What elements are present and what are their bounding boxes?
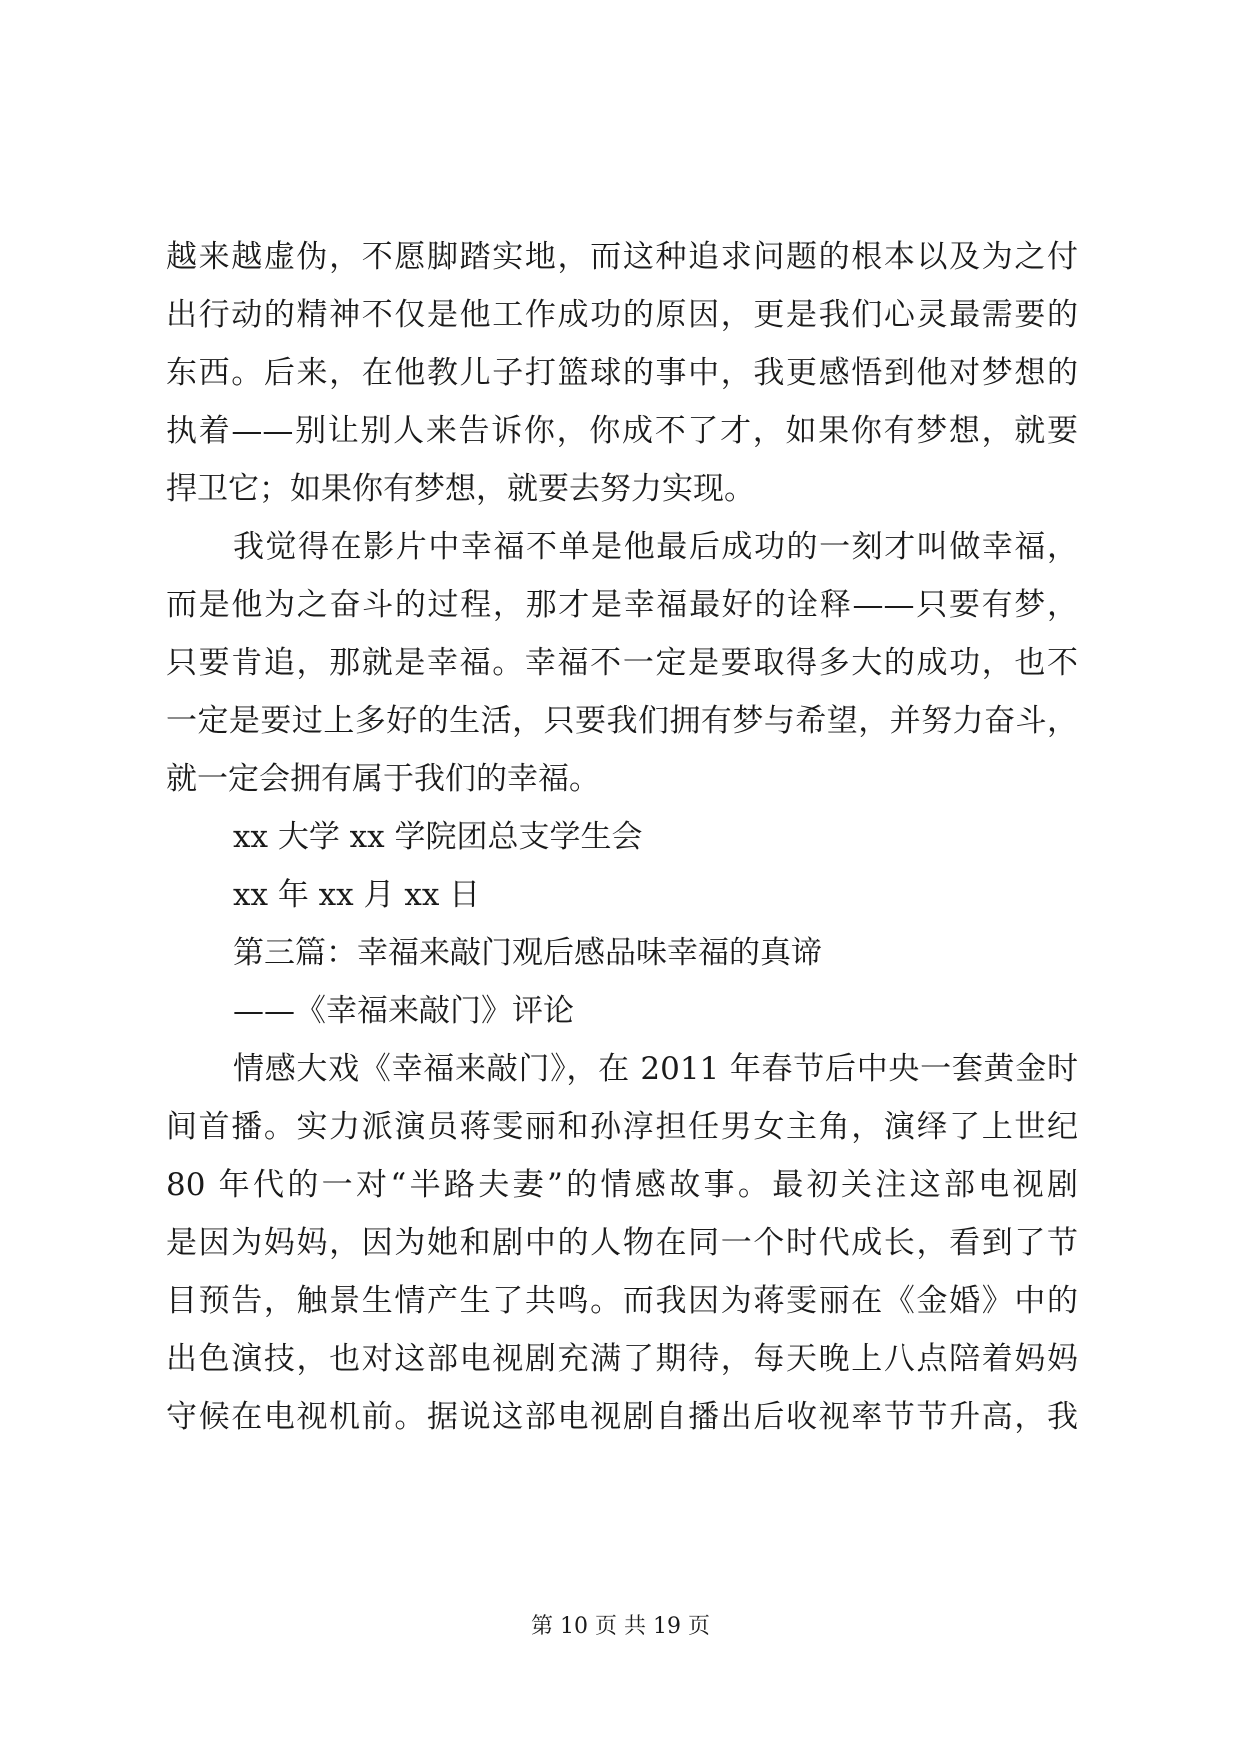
signature-date: xx 年 xx 月 xx 日 [233,877,481,913]
paragraph-line: 情感大戏《幸福来敲门》，在 2011 年春节后中央一套黄金时 [233,1051,1078,1087]
page-footer: 第 10 页 共 19 页 [531,1614,710,1639]
paragraph-line: 出色演技，也对这部电视剧充满了期待，每天晚上八点陪着妈妈 [166,1341,1078,1377]
paragraph-line: 执着——别让别人来告诉你，你成不了才，如果你有梦想，就要 [166,413,1078,449]
section-title: 第三篇：幸福来敲门观后感品味幸福的真谛 [233,935,822,971]
paragraph-line: 目预告，触景生情产生了共鸣。而我因为蒋雯丽在《金婚》中的 [166,1283,1078,1319]
document-body [166,228,1078,1446]
paragraph-line: 东西。后来，在他教儿子打篮球的事中，我更感悟到他对梦想的 [166,355,1078,391]
paragraph-line: 一定是要过上多好的生活，只要我们拥有梦与希望，并努力奋斗， [166,703,1078,739]
paragraph-line: 出行动的精神不仅是他工作成功的原因，更是我们心灵最需要的 [166,297,1078,333]
paragraph-line: 而是他为之奋斗的过程，那才是幸福最好的诠释——只要有梦， [166,587,1078,623]
paragraph-line: 80 年代的一对“半路夫妻”的情感故事。最初关注这部电视剧 [166,1167,1078,1203]
paragraph-line: 就一定会拥有属于我们的幸福。 [166,761,600,797]
signature-org: xx 大学 xx 学院团总支学生会 [233,819,643,855]
paragraph-line: 捍卫它；如果你有梦想，就要去努力实现。 [166,471,755,507]
paragraph-line: 只要肯追，那就是幸福。幸福不一定是要取得多大的成功，也不 [166,645,1078,681]
paragraph-line: 是因为妈妈，因为她和剧中的人物在同一个时代成长，看到了节 [166,1225,1078,1261]
paragraph-line: 守候在电视机前。据说这部电视剧自播出后收视率节节升高，我 [166,1399,1078,1435]
section-subtitle: ——《幸福来敲门》评论 [233,993,574,1029]
paragraph-line: 越来越虚伪，不愿脚踏实地，而这种追求问题的根本以及为之付 [166,239,1078,275]
paragraph-line: 间首播。实力派演员蒋雯丽和孙淳担任男女主角，演绎了上世纪 [166,1109,1078,1145]
paragraph-line: 我觉得在影片中幸福不单是他最后成功的一刻才叫做幸福， [233,529,1078,565]
